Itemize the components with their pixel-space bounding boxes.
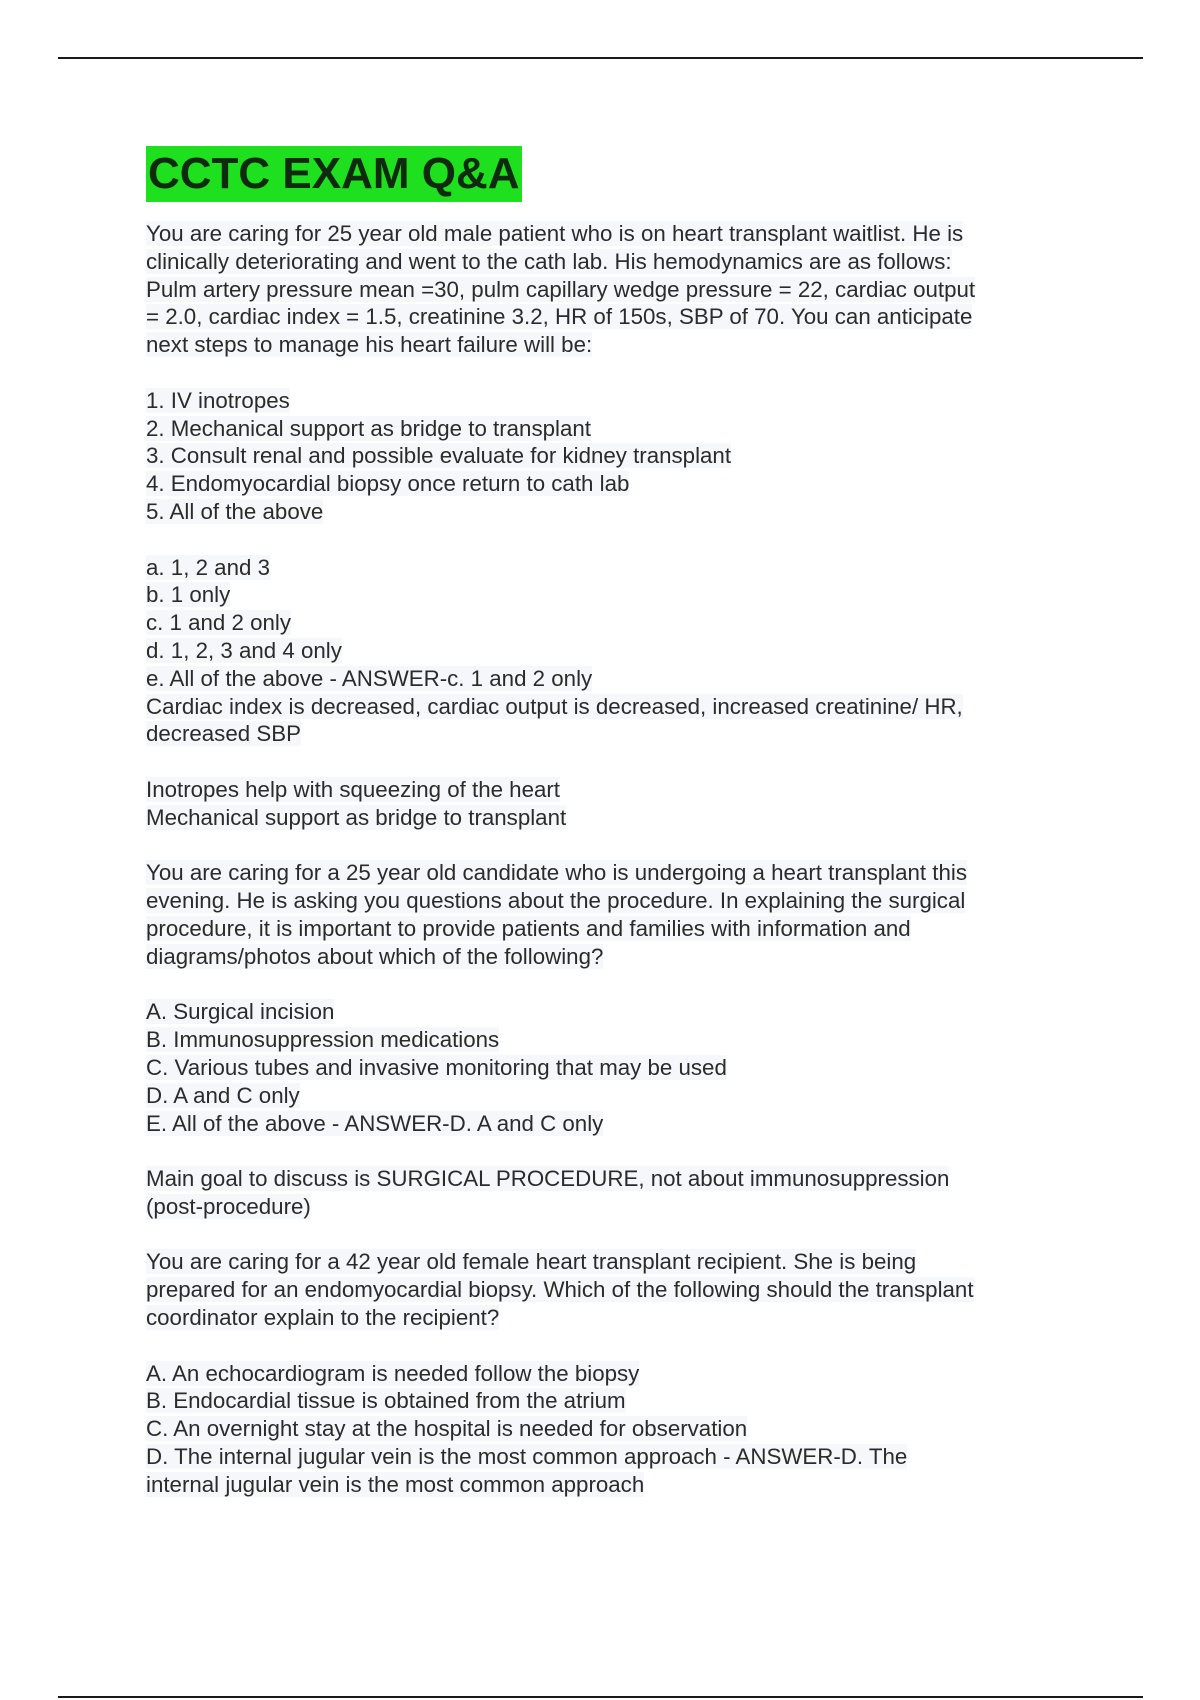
text-line: procedure, it is important to provide patients and families with information and <box>146 915 911 941</box>
list-item: E. All of the above - ANSWER-D. A and C only <box>146 1110 604 1136</box>
text-line: (post-procedure) <box>146 1193 311 1219</box>
question-2-stem <box>146 859 1066 970</box>
document-title: CCTC EXAM Q&A <box>146 146 522 202</box>
text-line: evening. He is asking you questions about the procedure. In explaining the surgical <box>146 888 966 914</box>
text-line: Cardiac index is decreased, cardiac output is decreased, increased creatinine/ HR, <box>146 693 963 719</box>
question-2-options <box>146 998 1066 1137</box>
document-body <box>146 146 1066 1526</box>
list-item: B. Immunosuppression medications <box>146 1027 500 1053</box>
text-line: You are caring for a 25 year old candidate who is undergoing a heart transplant this <box>146 860 967 886</box>
list-item: 3. Consult renal and possible evaluate for kidney transplant <box>146 443 732 469</box>
text-line: Pulm artery pressure mean =30, pulm capillary wedge pressure = 22, cardiac output <box>146 276 976 302</box>
text-line: = 2.0, cardiac index = 1.5, creatinine 3.2, HR of 150s, SBP of 70. You can anticipate <box>146 304 973 330</box>
list-item: c. 1 and 2 only <box>146 610 292 636</box>
question-1-options <box>146 554 1066 693</box>
list-item: D. The internal jugular vein is the most common approach - ANSWER-D. The <box>146 1444 908 1470</box>
text-line: Main goal to discuss is SURGICAL PROCEDURE, not about immunosuppression <box>146 1166 950 1192</box>
list-item: B. Endocardial tissue is obtained from the atrium <box>146 1388 626 1414</box>
list-item: d. 1, 2, 3 and 4 only <box>146 637 342 663</box>
text-line: coordinator explain to the recipient? <box>146 1305 500 1331</box>
list-item: internal jugular vein is the most common approach <box>146 1471 645 1497</box>
list-item: C. An overnight stay at the hospital is needed for observation <box>146 1416 748 1442</box>
text-line: next steps to manage his heart failure will be: <box>146 332 593 358</box>
list-item: C. Various tubes and invasive monitoring that may be used <box>146 1054 727 1080</box>
question-3-options <box>146 1360 1066 1499</box>
text-line: You are caring for 25 year old male patient who is on heart transplant waitlist. He is <box>146 221 964 246</box>
text-line: Inotropes help with squeezing of the heart <box>146 776 561 802</box>
list-item: 2. Mechanical support as bridge to transplant <box>146 415 591 441</box>
list-item: e. All of the above - ANSWER-c. 1 and 2 only <box>146 665 593 691</box>
text-line: prepared for an endomyocardial biopsy. Which of the following should the transplant <box>146 1277 974 1303</box>
text-line: Mechanical support as bridge to transplant <box>146 804 567 830</box>
footer-rule <box>58 1696 1143 1698</box>
question-3-stem <box>146 1248 1066 1331</box>
question-2-rationale <box>146 1165 1066 1221</box>
question-1-notes <box>146 776 1066 832</box>
text-line: clinically deteriorating and went to the cath lab. His hemodynamics are as follows: <box>146 248 952 274</box>
text-line: decreased SBP <box>146 721 301 747</box>
list-item: 1. IV inotropes <box>146 387 290 413</box>
text-line: You are caring for a 42 year old female heart transplant recipient. She is being <box>146 1249 917 1275</box>
list-item: 5. All of the above <box>146 498 324 524</box>
text-line: diagrams/photos about which of the following? <box>146 943 604 969</box>
header-rule <box>58 57 1143 59</box>
list-item: A. Surgical incision <box>146 999 335 1025</box>
question-1-stem <box>146 220 1066 359</box>
list-item: a. 1, 2 and 3 <box>146 554 270 580</box>
list-item: 4. Endomyocardial biopsy once return to cath lab <box>146 471 630 497</box>
question-1-rationale <box>146 693 1066 749</box>
list-item: b. 1 only <box>146 582 231 608</box>
question-1-statements <box>146 387 1066 526</box>
list-item: A. An echocardiogram is needed follow the biopsy <box>146 1360 640 1386</box>
list-item: D. A and C only <box>146 1082 300 1108</box>
